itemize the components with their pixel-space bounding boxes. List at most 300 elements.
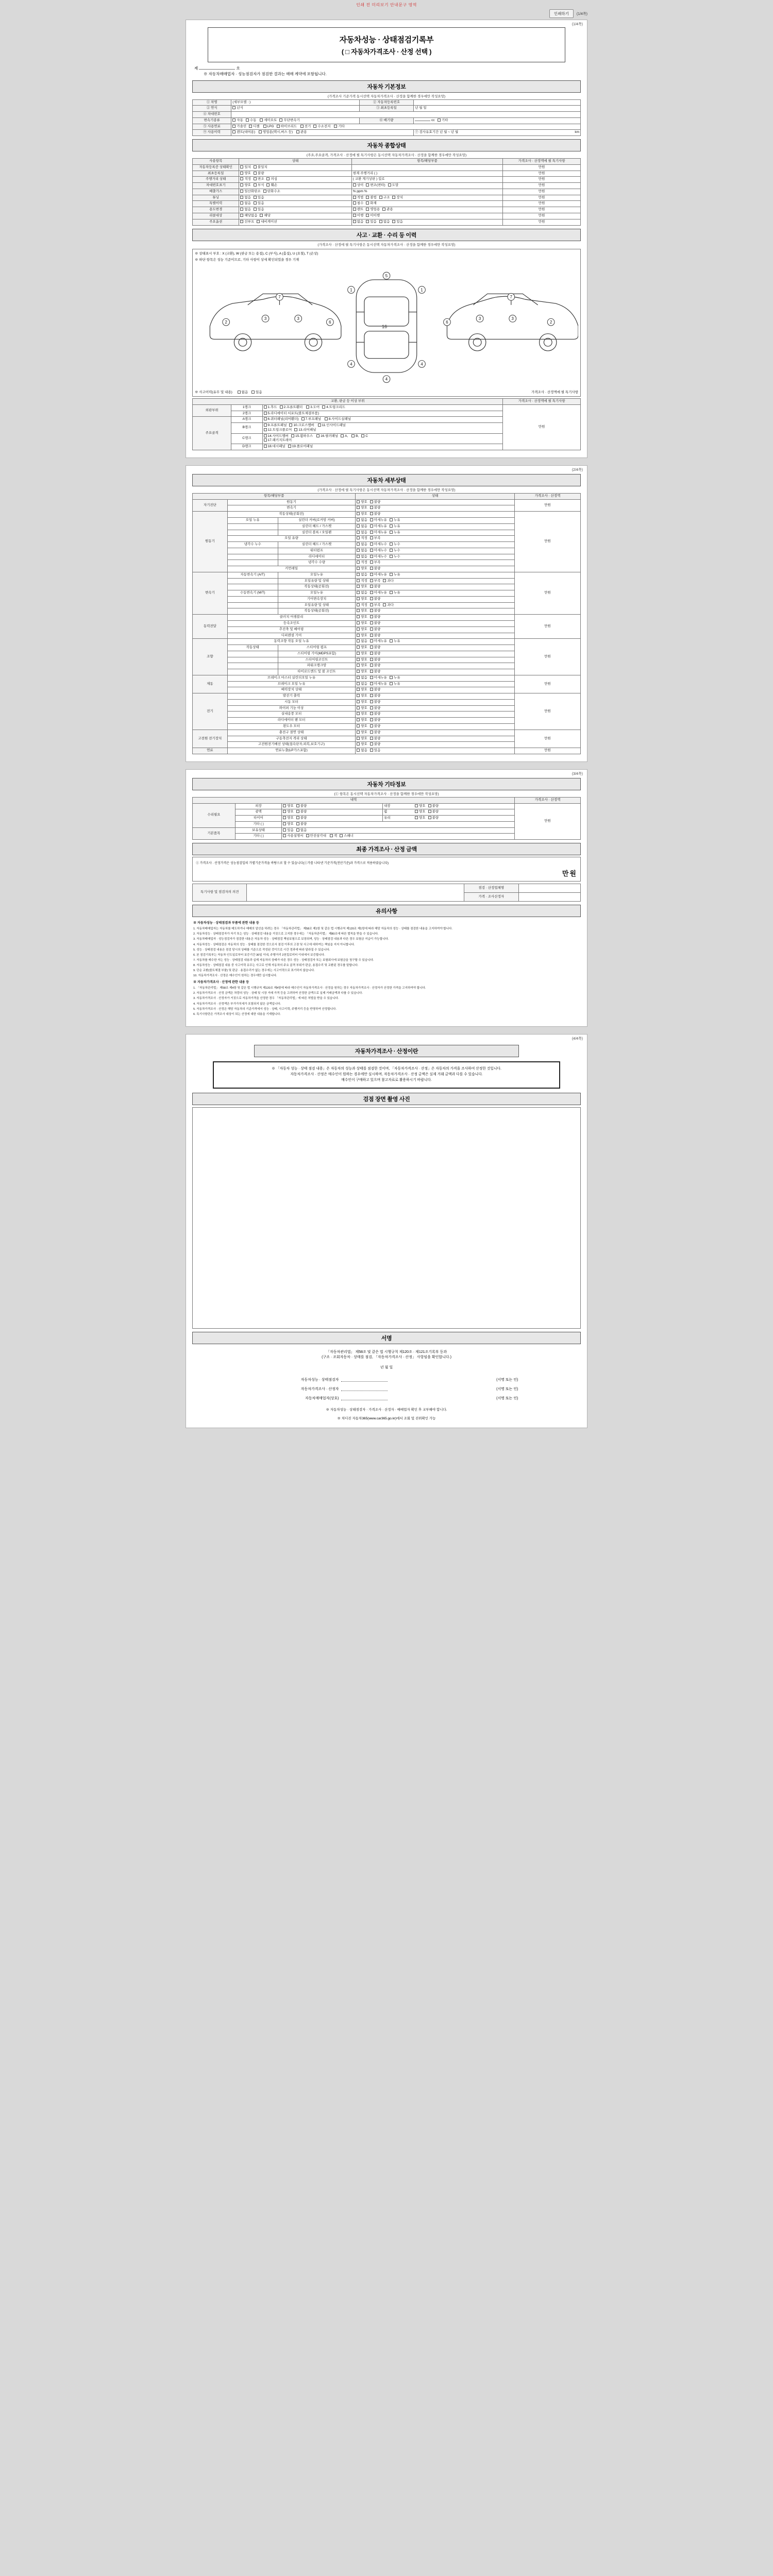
sig-seal-1: (서명 또는 인)	[496, 1387, 518, 1391]
detail-options[interactable]: 양호 불량	[356, 687, 515, 693]
row-price[interactable]: 만원	[503, 171, 581, 177]
detail-price[interactable]: 만원	[514, 693, 580, 730]
row-price[interactable]: 만원	[503, 213, 581, 219]
row-parts[interactable]: ( 교환 계기상판 ) 킬로	[351, 177, 503, 183]
detail-options[interactable]: 적정 부족	[356, 536, 515, 542]
detail-subpart: 실린더 헤드 / 가스켓	[278, 542, 356, 548]
row-state[interactable]: 없음 있음	[239, 207, 351, 213]
detail-subpart: 스티어링 기어(MDPS포함)	[278, 651, 356, 657]
row-label: 리콜대상	[193, 213, 239, 219]
detail-group-label: 조향	[193, 639, 228, 675]
sig-value-2[interactable]	[341, 1396, 388, 1400]
detail-part	[227, 596, 278, 602]
detail-options[interactable]: 양호 불량	[356, 645, 515, 651]
detail-price[interactable]: 만원	[514, 499, 580, 512]
detail-subpart: 라디에이터	[278, 554, 356, 560]
detail-part: 라디에이터 팬 모터	[227, 718, 355, 724]
detail-options[interactable]: 없음 있음	[356, 748, 515, 754]
detail-options[interactable]: 없음 미세누유 누유	[356, 523, 515, 530]
top-notice: 인쇄 전 미리보기 안내문구 영역	[356, 3, 417, 7]
row-price[interactable]: 만원	[503, 177, 581, 183]
detail-price[interactable]: 만원	[514, 572, 580, 614]
accident-legend-price: 가격조사 · 산정액에 필 특기사항	[531, 391, 578, 395]
detail-part: 수동변속기 (M/T)	[227, 590, 278, 597]
terms-item: 4. 자동차가격조사 · 산정액은 부가가치세가 포함되지 않은 금액입니다.	[193, 1002, 281, 1006]
detail-options[interactable]: 양호 불량	[356, 512, 515, 518]
fuel-label: ⑤ 사용연료	[193, 124, 231, 130]
detail-group-label: 동력전달	[193, 615, 228, 639]
parts-header: 교환, 판금 등 이상 부위	[193, 399, 503, 405]
table-row	[193, 615, 581, 621]
detail-price[interactable]: 만원	[514, 748, 580, 754]
col-price: 가격조사 · 산정액	[514, 493, 580, 499]
row-label: 용도변경	[193, 207, 239, 213]
signature-notice-1: 「자동차관리법」 제58조 및 같은 법 시행규칙 제120조 · 제121조기록부 등과	[326, 1350, 447, 1354]
row-label: 주행거리 상태	[193, 177, 239, 183]
detail-options[interactable]: 양호 불량	[356, 499, 515, 505]
terms-item: 1. 「자동차관리법」 제58조 제4항 및 같은 법 시행규칙 제120조 제4항에 따라 매수인이 자동차가격조사 · 산정을 원하는 경우 자동차가격조사 · 산정자가 산정한 가격을 고지하여야 합니다.	[193, 987, 426, 990]
section-etc-note: (① 항목은 동시선택 자동차가격조사 · 산정을 함께한 경우에만 작성요망)	[334, 792, 439, 796]
rank-label: C랭크	[231, 433, 262, 444]
first-reg-value[interactable]: 년 월 일	[414, 106, 581, 112]
detail-part: 커먼레일	[227, 566, 355, 572]
svg-text:1: 1	[350, 287, 352, 293]
row-label: 주요옵션	[193, 219, 239, 225]
item-extra[interactable]: 휠 양호 불량	[382, 809, 514, 816]
price-assessor-value[interactable]	[518, 893, 581, 902]
section-basic-info-title: 자동차 기본정보	[192, 80, 581, 93]
terms-price-head: ※ 자동차가격조사 · 산정에 관한 내용 등	[193, 980, 249, 985]
detail-part	[227, 663, 278, 669]
detail-group-label: 연료	[193, 748, 228, 754]
page-4-corner: (4/4쪽)	[572, 1037, 583, 1041]
row-parts[interactable]: 상이 변조(변타) 도말	[351, 183, 503, 189]
row-parts[interactable]: 렌트 영업용 관용	[351, 207, 503, 213]
detail-part: 추진축 및 베어링	[227, 626, 355, 633]
etc-price[interactable]: 만원	[514, 803, 580, 840]
section-overall-note: (주요,주요골격, 가격조사 · 산정에 필 특기사항은 동시선택 자동차가격조사 · 산정을 함께한 경우에만 작성요망)	[306, 154, 467, 158]
detail-part: 오일 유량	[227, 536, 355, 542]
detail-part	[227, 554, 278, 560]
section-accident-title: 사고 · 교환 · 수리 등 이력	[192, 229, 581, 241]
row-price[interactable]: 만원	[503, 189, 581, 195]
detail-options[interactable]: 양호 불량	[356, 693, 515, 700]
detail-subpart: 실린더 헤드 / 가스켓	[278, 523, 356, 530]
detail-subpart: 오일유량 및 상태	[278, 578, 356, 584]
detail-options[interactable]: 없음 미세누수 누수	[356, 542, 515, 548]
sig-value-0[interactable]	[341, 1378, 388, 1382]
item-name: 보유상태	[235, 827, 281, 834]
detail-subpart: 기어변속장치	[278, 596, 356, 602]
usage-options[interactable]: 렌트(대여용) 영업용(택시,버스 등) 관용	[231, 130, 414, 136]
table-row	[193, 884, 581, 893]
vin-value[interactable]	[231, 112, 581, 118]
row-state[interactable]: 일산화탄소 탄화수소	[239, 189, 351, 195]
row-state[interactable]: 일치 불일치	[239, 164, 351, 171]
page-3	[186, 769, 587, 1027]
item-options[interactable]: 양호 불량	[282, 803, 383, 809]
detail-subpart: 냉각수 수량	[278, 560, 356, 566]
sig-value-1[interactable]	[341, 1387, 388, 1391]
row-price[interactable]: 만원	[503, 195, 581, 201]
footer-note-3: ※ 차디진 자동차365(www.car365.go.kr)에서 조회 및 진위확인 가능	[337, 1416, 436, 1420]
rank-label: 2랭크	[231, 411, 262, 417]
photo-section-title: 검점 장면 촬영 사진	[192, 1093, 581, 1105]
group-outer-panel: 외판부위	[193, 404, 231, 417]
detail-options[interactable]: 없음 미세누유 누유	[356, 639, 515, 645]
detail-part	[227, 608, 278, 615]
detail-options[interactable]: 없음 미세누수 누수	[356, 554, 515, 560]
row-price[interactable]: 만원	[503, 201, 581, 207]
page-1-corner: (1/4쪽)	[572, 23, 583, 26]
row-price[interactable]: 만원	[503, 219, 581, 225]
car-damage-diagram[interactable]	[195, 264, 578, 388]
row-state[interactable]: 양호 불량	[239, 171, 351, 177]
detail-price[interactable]: 만원	[514, 675, 580, 693]
table-row	[193, 99, 581, 106]
page-title: 자동차성능 · 상태점검기록부	[339, 36, 434, 44]
section-basic-info-note: (가격조사 기준가격 동시선택 자동차가격조사 · 산정을 함께한 경우에만 작성요망)	[327, 94, 446, 98]
detail-price[interactable]: 만원	[514, 639, 580, 675]
col-state: 상태	[239, 159, 351, 165]
decl-no-label: 제	[194, 66, 198, 71]
section-accident-note: (가격조사 · 산정에 필 특기사항은 동시선택 자동차가격조사 · 산정을 함께한 경우에만 작성요망)	[317, 243, 456, 247]
item-options[interactable]: 양호 불량	[282, 821, 515, 827]
remarks-value[interactable]	[247, 884, 464, 902]
svg-text:5: 5	[385, 274, 388, 279]
row-state[interactable]: 적정 변조 의심	[239, 177, 351, 183]
terms-title: 유의사항	[192, 905, 581, 917]
detail-options[interactable]: 양호 불량	[356, 615, 515, 621]
detail-group-label: 변속기	[193, 572, 228, 614]
detail-part: 시동 모터	[227, 699, 355, 705]
terms-item: 6. 특기사항란은 가격조사 대상이 되는 산정에 대한 내용을 기재합니다.	[193, 1012, 281, 1016]
item-name: 광택	[235, 809, 281, 816]
parts-price[interactable]: 만원	[503, 404, 581, 450]
detail-options[interactable]: 양호 불량	[356, 657, 515, 663]
detail-part: 변속기	[227, 505, 355, 512]
group-main-frame: 주요골격	[193, 417, 231, 450]
detail-options[interactable]: 양호 불량	[356, 663, 515, 669]
detail-options[interactable]: 양호 불량	[356, 651, 515, 657]
reg-value[interactable]	[414, 99, 581, 106]
svg-text:7: 7	[278, 295, 281, 300]
terms-item: 10. 자동차가격조사 · 산정은 매수인이 원하는 경우에만 실시합니다.	[193, 974, 277, 978]
detail-group-label: 자기진단	[193, 499, 228, 512]
terms-item: 2. 자동차성능 · 상태점검자가 자기 또는 성능 · 상태점검 내용을 거짓으로 고지한 경우에는 「자동차관리법」 제80조에 따른 벌칙을 받을 수 있습니다.	[193, 933, 379, 936]
price-def-line-1: ※ 「자동차 성능 · 상태 점검 내용」은 자동차의 성능과 상태를 점검한 것이며, 「자동차가격조사 · 산정」은 자동차의 가격을 조사하여 산정한 것입니다.	[272, 1066, 501, 1071]
table-row	[193, 730, 581, 736]
detail-part	[227, 548, 278, 554]
accident-legend-row: ※ 사고이력(유무 및 내용) 없음 있음 가격조사 · 산정액에 필 특기사항	[195, 391, 578, 395]
detail-options[interactable]: 없음 미세누수 누수	[356, 548, 515, 554]
table-row	[193, 693, 581, 700]
signature-title: 서명	[192, 1332, 581, 1344]
detail-options[interactable]: 양호 불량	[356, 730, 515, 736]
year-value[interactable]: 년식	[231, 106, 359, 112]
row-parts[interactable]: 현재 주행거리 ( )	[351, 171, 503, 177]
detail-subpart: 작동상태(공회전)	[278, 608, 356, 615]
detail-part	[227, 560, 278, 566]
row-state[interactable]: 선루프 내비게이션	[239, 219, 351, 225]
overall-state-table	[192, 158, 581, 225]
terms-body	[192, 917, 581, 1019]
item-options[interactable]: 양호 불량	[282, 816, 383, 822]
svg-text:3: 3	[511, 316, 514, 321]
detail-part	[227, 657, 278, 663]
row-label: 배출가스	[193, 189, 239, 195]
table-row	[193, 117, 581, 124]
detail-options[interactable]: 양호 불량	[356, 633, 515, 639]
detail-options[interactable]: 양호 불량	[356, 736, 515, 742]
item-options[interactable]: 있음 없음	[282, 827, 515, 834]
col-part: 항목/해당부품	[193, 493, 356, 499]
detail-options[interactable]: 양호 불량	[356, 711, 515, 718]
detail-options[interactable]: 양호 불량	[356, 596, 515, 602]
detail-part	[227, 651, 278, 657]
detail-options[interactable]: 양호 불량	[356, 626, 515, 633]
section-detail-title: 자동차 세부상태	[192, 474, 581, 486]
row-parts[interactable]	[351, 164, 503, 171]
item-name: 타이어	[235, 816, 281, 822]
table-row	[193, 572, 581, 578]
detail-options[interactable]: 양호 불량	[356, 608, 515, 615]
detail-options[interactable]: 양호 불량	[356, 705, 515, 711]
detail-state-body	[193, 499, 581, 754]
detail-subpart: 파워크랭크암	[278, 663, 356, 669]
item-options[interactable]: 사용설명서 안전삼각대 잭 스패너	[282, 834, 515, 840]
item-name: 기타 ( )	[235, 821, 281, 827]
detail-group-label: 제동	[193, 675, 228, 693]
page-3-corner: (3/4쪽)	[572, 772, 583, 776]
terms-item: 5. 자동차가격조사 · 산정은 해당 자동차의 기준가격에서 성능 · 상태, 사고이력, 주행거리 등을 반영하여 산정합니다.	[193, 1007, 337, 1011]
sig-label-0: 자동차성능 · 상태점검자	[300, 1378, 339, 1382]
row-parts[interactable]: 침수 화재	[351, 201, 503, 207]
detail-options[interactable]: 양호 불량	[356, 669, 515, 675]
table-row	[193, 675, 581, 681]
page-1	[186, 20, 587, 458]
item-name: 기타 ( )	[235, 834, 281, 840]
terms-perf-head: ※ 자동차성능 · 상태점검과 부품에 관한 내용 등	[193, 921, 259, 925]
sig-label-2: 자동차매매업자(상호)	[305, 1396, 339, 1400]
final-price-title: 최종 가격조사 · 산정 금액	[192, 843, 581, 855]
detail-part	[227, 669, 278, 675]
detail-options[interactable]: 양호 불량	[356, 724, 515, 730]
table-row	[193, 201, 581, 207]
row-price[interactable]: 만원	[503, 183, 581, 189]
model-value[interactable]: (세부모델 : )	[231, 99, 359, 106]
detail-options[interactable]: 양호 불량	[356, 584, 515, 590]
detail-options[interactable]: 양호 불량	[356, 620, 515, 626]
svg-text:4: 4	[421, 362, 423, 367]
decl-no-unit: 호	[236, 66, 240, 71]
detail-options[interactable]: 양호 불량	[356, 566, 515, 572]
svg-text:16: 16	[382, 324, 387, 329]
detail-options[interactable]: 없음 미세누유 누유	[356, 675, 515, 681]
print-button[interactable]: 인쇄하기	[549, 9, 574, 18]
row-label: 최초등록일	[193, 171, 239, 177]
terms-item: 5. 성능 · 상태점검 내용은 점검 당시의 상태를 기준으로 작성된 것이므로 시간 경과에 따라 달라질 수 있습니다.	[193, 948, 330, 952]
table-row	[193, 164, 581, 171]
overall-state-body	[193, 164, 581, 225]
rank-items[interactable]: 18.대시패널 19.플로어패널	[262, 444, 503, 450]
row-parts[interactable]: 이행 미이행	[351, 213, 503, 219]
page-2-corner: (2/4쪽)	[572, 468, 583, 472]
detail-options[interactable]: 양호 불량	[356, 699, 515, 705]
terms-item: 9. 단순 교환(볼트체결 부품) 및 판금 · 용접수리가 없는 경우에는 사고이력으로 표기하지 않습니다.	[193, 969, 315, 973]
row-state[interactable]: 해당없음 해당	[239, 213, 351, 219]
basic-items-label: 기본품목	[193, 827, 236, 840]
detail-options[interactable]: 없음 미세누유 누유	[356, 517, 515, 523]
price-def-line-3: 매수인이 구매하고 있으며 참고자료로 활용하시기 바랍니다.	[341, 1078, 432, 1082]
rank-items[interactable]: 9.프론트패널 10.크로스멤버 11.인사이드패널 12.트렁크플로어 13.리어패널	[262, 423, 503, 434]
price-definition-box	[213, 1061, 560, 1089]
item-options[interactable]: 양호 불량	[282, 809, 383, 816]
rank-items[interactable]: 1.후드 2.프론트휀더 3.도어 4.트렁크리드	[262, 404, 503, 411]
detail-options[interactable]: 없음 미세누유 누유	[356, 590, 515, 597]
rank-items[interactable]: 5.라디에이터 서포트(볼트체결부품)	[262, 411, 503, 417]
detail-part	[227, 578, 278, 584]
trans-label: 변속기종류	[193, 117, 231, 124]
basic-info-table	[192, 99, 581, 137]
detail-options[interactable]: 없음 미세누유 누유	[356, 530, 515, 536]
row-parts[interactable]: 적법 불법 구조 장치	[351, 195, 503, 201]
table-header-row	[193, 797, 581, 803]
first-reg-label: ③ 최초등록일	[359, 106, 413, 112]
signature-notice-2: (구조 · 조회자동차 · 상태를 점검, 「자동차가격조사 · 산정」 사항임을 확인합니다.)	[322, 1355, 451, 1359]
table-header-row	[193, 159, 581, 165]
damage-diagram-box	[192, 249, 581, 397]
detail-group-label: 원동기	[193, 512, 228, 572]
detail-part: 원동기	[227, 499, 355, 505]
detail-subpart: 스티어링조인트	[278, 657, 356, 663]
table-header-row	[193, 493, 581, 499]
sig-seal-2: (서명 또는 인)	[496, 1396, 518, 1400]
row-parts[interactable]: 없음 있음 없음 있음	[351, 219, 503, 225]
row-parts[interactable]: % ppm %	[351, 189, 503, 195]
col-item: 사용항목	[193, 159, 239, 165]
rank-label: B랭크	[231, 423, 262, 434]
detail-options[interactable]: 양호 불량	[356, 718, 515, 724]
detail-options[interactable]: 없음 미세누유 누유	[356, 681, 515, 687]
table-row	[193, 106, 581, 112]
item-extra[interactable]: 유리 양호 불량	[382, 816, 514, 822]
detail-part: 와이퍼 기능 이상	[227, 705, 355, 711]
detail-price[interactable]: 만원	[514, 615, 580, 639]
detail-part: 구동축전지 격리 상태	[227, 736, 355, 742]
svg-text:6: 6	[329, 320, 331, 325]
row-label: 튜닝	[193, 195, 239, 201]
detail-part: 브레이크 오일 누유	[227, 681, 355, 687]
inspector-company-value[interactable]	[518, 884, 581, 893]
parts-price-header: 가격조사 · 산정액에 필 특기사항	[503, 399, 581, 405]
rank-label: 1랭크	[231, 404, 262, 411]
row-state[interactable]: 없음 있음	[239, 195, 351, 201]
row-state[interactable]: 없음 있음	[239, 201, 351, 207]
detail-subpart: 오일누유	[278, 572, 356, 578]
diagram-desc-1: ※ 상태표시 부호 : X (교환), W (판금 또는 용접), C (부식), A (흠집), U (요철), T (손상)	[195, 251, 318, 256]
table-row	[193, 195, 581, 201]
detail-part: 고전원전기배선 상태(접속단자,피복,보호기구)	[227, 742, 355, 748]
detail-options[interactable]: 양호 불량	[356, 505, 515, 512]
col-price: 가격조사 · 산정액에 필 특기사항	[503, 159, 581, 165]
page-indicator: (1/4쪽)	[576, 12, 587, 16]
sig-label-1: 자동차가격조사 · 산정자	[300, 1387, 339, 1391]
detail-options[interactable]: 적정 부족	[356, 560, 515, 566]
fuel-options[interactable]: 가솔린 디젤 LPG 하이브리드 전기 수소전지 기타	[231, 124, 581, 130]
terms-item: 2. 자동차가격조사 · 산정 금액은 차량의 성능 · 상태 및 시장 거래 가격 등을 고려하여 산정한 금액으로 실제 거래금액과 다를 수 있습니다.	[193, 992, 363, 995]
row-state[interactable]: 양호 부식 훼손	[239, 183, 351, 189]
svg-text:7: 7	[510, 295, 512, 300]
detail-options[interactable]: 양호 불량	[356, 742, 515, 748]
page-4	[186, 1034, 587, 1428]
rank-items[interactable]: 6.쿼터패널(리어휀더) 7.루프패널 8.사이드실패널	[262, 417, 503, 423]
detail-options[interactable]: 적정 부족 과다	[356, 578, 515, 584]
detail-subpart: 실린더 커버(로커암 커버)	[278, 517, 356, 523]
photo-area[interactable]	[192, 1107, 581, 1329]
detail-group-label: 고전원 전기장치	[193, 730, 228, 748]
table-row	[193, 639, 581, 645]
rank-items[interactable]: 14.사이드멤버 15.휠하우스 16.필러패널 A, B, C 17.패키지트레이	[262, 433, 503, 444]
row-price[interactable]: 만원	[503, 207, 581, 213]
detail-options[interactable]: 적정 부족 과다	[356, 602, 515, 608]
reg-label: ② 자동차등록번호	[359, 99, 413, 106]
terms-item: 4. 자동차성능 · 상태점검은 자동차의 성능 · 상태를 점검한 것으로서 점검 이후의 고장 및 사고에 대하여는 책임을 지지 아니합니다.	[193, 943, 355, 946]
svg-text:3: 3	[297, 316, 299, 321]
detail-subpart: 실린더 블록 / 오일팬	[278, 530, 356, 536]
table-row	[193, 213, 581, 219]
detail-part: 등속조인트	[227, 620, 355, 626]
table-row	[193, 512, 581, 518]
final-price-amount[interactable]: 만원	[562, 870, 577, 878]
disp-value[interactable]: cc 기타	[414, 117, 581, 124]
section-etc-title: 자동차 기타정보	[192, 778, 581, 790]
detail-part: 디퍼렌셜 기어	[227, 633, 355, 639]
mileage-value[interactable]: ⑦ 검사유효기간 년 월 ~ 년 월 km	[414, 130, 581, 136]
final-price-box	[192, 857, 581, 882]
detail-options[interactable]: 없음 미세누유 누유	[356, 572, 515, 578]
detail-price[interactable]: 만원	[514, 512, 580, 572]
detail-part: 동력조향 작동 오일 누유	[227, 639, 355, 645]
svg-text:4: 4	[385, 377, 388, 382]
col-parts: 항목/해당부품	[351, 159, 503, 165]
etc-col-price: 가격조사 · 산정액	[514, 797, 580, 803]
svg-text:2: 2	[549, 320, 552, 325]
table-row	[193, 189, 581, 195]
detail-part: 클러치 어셈블리	[227, 615, 355, 621]
section-overall-title: 자동차 종합상태	[192, 139, 581, 151]
detail-price[interactable]: 만원	[514, 730, 580, 748]
row-price[interactable]: 만원	[503, 164, 581, 171]
inspector-company-label: 점검 · 산정업체명	[464, 884, 518, 893]
page-subtitle: ( □ 자동차가격조사 · 산정 선택 )	[341, 48, 432, 56]
table-row	[192, 1375, 581, 1384]
trans-value[interactable]: 자동 수동 세미오토 무단변속기	[231, 117, 359, 124]
terms-item: 8. 자동차성능 · 상태점검 내용 중 사고이력 유무는 사고로 인해 자동차의 주요 골격 부위가 판금, 용접수리 및 교환된 경우를 말합니다.	[193, 963, 359, 967]
model-label: ① 차명	[193, 99, 231, 106]
table-row	[193, 124, 581, 130]
parts-exchange-table	[192, 398, 581, 450]
etc-info-table	[192, 797, 581, 840]
top-actions	[186, 9, 587, 20]
table-row	[193, 171, 581, 177]
detail-part: 작동상태(공회전)	[227, 512, 355, 518]
terms-item: 7. 자동차를 매수한 자는 성능 · 상태점검 내용과 실제 자동차의 상태가 다른 경우 성능 · 상태점검자 또는 보험회사에 보험금을 청구할 수 있습니다.	[193, 958, 374, 962]
table-row	[192, 1384, 581, 1394]
item-extra[interactable]: 내장 양호 불량	[382, 803, 514, 809]
detail-subpart: 오일누유	[278, 590, 356, 597]
detail-subpart: 오일유량 및 상태	[278, 602, 356, 608]
